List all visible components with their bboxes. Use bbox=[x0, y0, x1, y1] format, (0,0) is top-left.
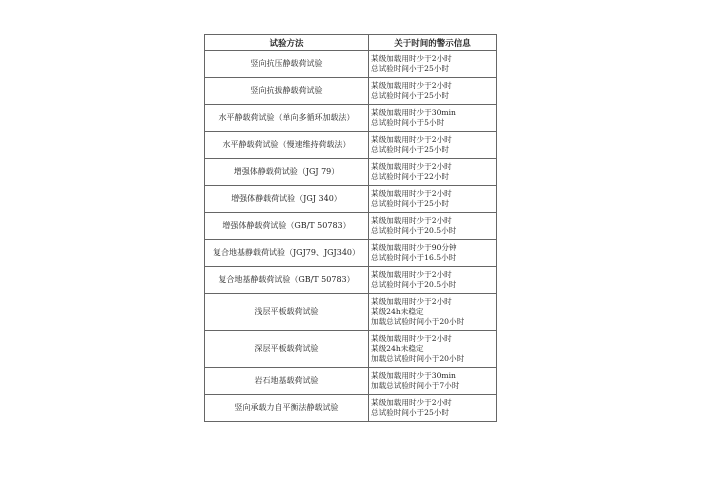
table-row bbox=[205, 159, 497, 186]
warning-line: 加载总试验时间小于20小时 bbox=[371, 317, 465, 326]
warning-line: 某级加载用时少于2小时 bbox=[371, 135, 452, 144]
warning-line: 总试验时间小于25小时 bbox=[371, 91, 450, 100]
time-warning-cell bbox=[369, 240, 497, 267]
time-warning-cell bbox=[369, 395, 497, 422]
time-warning-cell bbox=[369, 51, 497, 78]
test-method-cell: 浅层平板载荷试验 bbox=[205, 294, 369, 331]
warning-line: 总试验时间小于16.5小时 bbox=[371, 253, 457, 262]
warning-line: 总试验时间小于20.5小时 bbox=[371, 280, 457, 289]
time-warning-cell bbox=[369, 105, 497, 132]
warning-line: 某级加载用时少于90分钟 bbox=[371, 243, 457, 252]
warning-line: 总试验时间小于5小时 bbox=[371, 118, 445, 127]
header-method: 试验方法 bbox=[205, 35, 369, 51]
warning-line: 总试验时间小于22小时 bbox=[371, 172, 450, 181]
warning-line: 某级加载用时少于2小时 bbox=[371, 297, 452, 306]
table-row bbox=[205, 186, 497, 213]
table-row bbox=[205, 368, 497, 395]
test-method-cell: 复合地基静载荷试验（JGJ79、JGJ340） bbox=[205, 240, 369, 267]
test-method-cell: 水平静载荷试验（单向多循环加载法） bbox=[205, 105, 369, 132]
table-row bbox=[205, 105, 497, 132]
header-row bbox=[205, 35, 497, 51]
warning-line: 某级加载用时少于30min bbox=[371, 108, 456, 117]
header-warning: 关于时间的警示信息 bbox=[369, 35, 497, 51]
time-warning-cell bbox=[369, 368, 497, 395]
time-warning-cell bbox=[369, 267, 497, 294]
warning-line: 某级加载用时少于2小时 bbox=[371, 81, 452, 90]
test-method-cell: 增强体静载荷试验（JGJ 79） bbox=[205, 159, 369, 186]
warning-line: 加载总试验时间小于20小时 bbox=[371, 354, 465, 363]
test-method-cell: 岩石地基载荷试验 bbox=[205, 368, 369, 395]
time-warning-cell bbox=[369, 213, 497, 240]
time-warning-cell bbox=[369, 78, 497, 105]
test-method-cell: 复合地基静载荷试验（GB/T 50783） bbox=[205, 267, 369, 294]
time-warning-cell bbox=[369, 132, 497, 159]
warning-line: 总试验时间小于25小时 bbox=[371, 64, 450, 73]
test-method-cell: 竖向抗压静载荷试验 bbox=[205, 51, 369, 78]
test-method-cell: 增强体静载荷试验（GB/T 50783） bbox=[205, 213, 369, 240]
table-row bbox=[205, 331, 497, 368]
warning-line: 加载总试验时间小于7小时 bbox=[371, 381, 460, 390]
time-warning-cell bbox=[369, 294, 497, 331]
test-method-cell: 深层平板载荷试验 bbox=[205, 331, 369, 368]
time-warning-cell bbox=[369, 331, 497, 368]
table-row bbox=[205, 294, 497, 331]
table-row bbox=[205, 395, 497, 422]
test-method-cell: 竖向抗拔静载荷试验 bbox=[205, 78, 369, 105]
table-row bbox=[205, 51, 497, 78]
warning-line: 总试验时间小于20.5小时 bbox=[371, 226, 457, 235]
warning-line: 某级加载用时少于2小时 bbox=[371, 189, 452, 198]
warning-line: 某级加载用时少于2小时 bbox=[371, 54, 452, 63]
table-row bbox=[205, 132, 497, 159]
warning-line: 某级加载用时少于30min bbox=[371, 371, 456, 380]
warning-line: 某级加载用时少于2小时 bbox=[371, 334, 452, 343]
table-row bbox=[205, 213, 497, 240]
warning-line: 总试验时间小于25小时 bbox=[371, 199, 450, 208]
test-method-cell: 竖向承载力自平衡法静载试验 bbox=[205, 395, 369, 422]
warning-line: 总试验时间小于25小时 bbox=[371, 145, 450, 154]
warning-line: 某级24h未稳定 bbox=[371, 344, 424, 353]
warning-line: 总试验时间小于25小时 bbox=[371, 408, 450, 417]
table-row bbox=[205, 78, 497, 105]
warning-line: 某级加载用时少于2小时 bbox=[371, 270, 452, 279]
warning-line: 某级24h未稳定 bbox=[371, 307, 424, 316]
table-row bbox=[205, 240, 497, 267]
test-method-cell: 水平静载荷试验（慢速维持荷载法） bbox=[205, 132, 369, 159]
time-warning-table bbox=[204, 34, 497, 422]
time-warning-cell bbox=[369, 186, 497, 213]
warning-line: 某级加载用时少于2小时 bbox=[371, 216, 452, 225]
warning-line: 某级加载用时少于2小时 bbox=[371, 398, 452, 407]
warning-line: 某级加载用时少于2小时 bbox=[371, 162, 452, 171]
test-method-cell: 增强体静载荷试验（JGJ 340） bbox=[205, 186, 369, 213]
table-row bbox=[205, 267, 497, 294]
time-warning-cell bbox=[369, 159, 497, 186]
